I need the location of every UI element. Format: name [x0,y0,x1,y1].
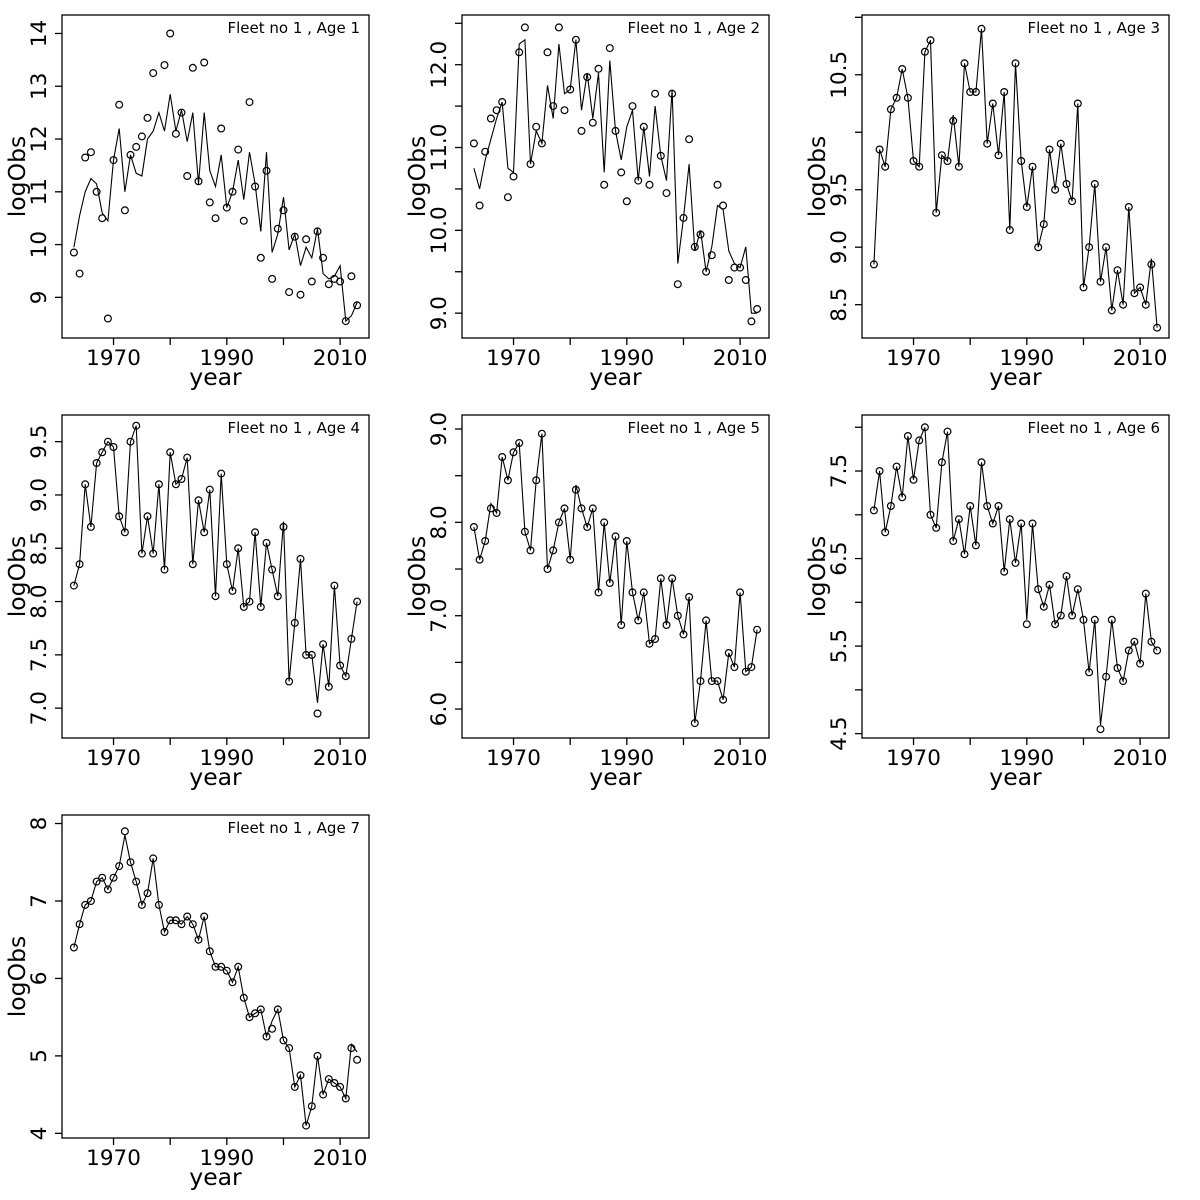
observation-marker [246,99,253,106]
observation-marker [235,146,242,153]
fit-line [74,426,357,703]
y-tick-label: 9.5 [827,172,852,207]
y-tick-label: 12 [27,125,52,153]
y-axis [827,427,862,750]
chart-cell-age-5 [400,400,800,800]
observation-points [71,30,361,324]
observation-marker [578,127,585,134]
x-axis-title: year [189,763,242,791]
y-tick-label: 8.5 [827,287,852,322]
y-tick-label: 13 [27,72,52,100]
observation-marker [1023,621,1030,628]
y-tick-label: 4 [27,1126,52,1141]
y-axis-title: logObs [803,535,831,618]
observation-marker [533,123,540,130]
observation-points [871,424,1161,733]
y-tick-label: 9 [27,290,52,305]
observation-marker [325,281,332,288]
observation-marker [218,125,225,132]
x-axis-title: year [589,363,642,391]
observation-marker [82,154,89,161]
y-axis-title: logObs [803,135,831,218]
y-tick-label: 7.0 [27,691,52,726]
x-axis-title: year [589,763,642,791]
x-tick-label: 1990 [599,746,655,771]
chart-cell-age-7 [0,800,400,1200]
y-tick-label: 7.5 [827,453,852,489]
observation-marker [510,173,517,180]
y-axis-title: logObs [3,535,31,618]
y-axis [27,425,62,726]
panel-title: Fleet no 1 , Age 2 [627,19,760,37]
x-axis-title: year [189,363,242,391]
x-tick-label: 1990 [999,746,1055,771]
observation-marker [297,291,304,298]
observation-marker [748,318,755,325]
observation-marker [354,1056,361,1063]
y-tick-label: 5 [27,1049,52,1063]
observation-marker [522,24,529,31]
observation-marker [161,62,168,69]
observation-marker [105,315,112,322]
y-tick-label: 10.0 [427,206,452,255]
x-tick-label: 2010 [1112,746,1168,771]
plot-frame [62,815,369,1138]
observation-marker [263,167,270,174]
observation-marker [618,169,625,176]
x-tick-label: 2010 [712,746,768,771]
plot-frame [862,415,1169,738]
observation-marker [589,119,596,126]
observation-marker [173,130,180,137]
panel-title: Fleet no 1 , Age 7 [227,819,360,837]
x-axis-title: year [989,763,1042,791]
chart-cell-age-3 [800,0,1200,400]
observation-marker [674,281,681,288]
y-tick-label: 6.5 [827,541,852,576]
y-tick-label: 9.5 [27,424,52,459]
y-axis [427,23,462,330]
panel-title: Fleet no 1 , Age 1 [227,19,360,37]
x-tick-label: 1970 [86,346,141,371]
x-tick-label: 2010 [712,346,768,371]
observation-marker [686,136,693,143]
observation-points [71,422,361,717]
y-tick-label: 10 [27,230,52,259]
observation-marker [71,249,78,256]
observation-marker [303,236,310,243]
observation-points [471,24,761,325]
y-tick-label: 11 [27,178,52,206]
observation-marker [606,45,613,52]
y-axis-title: logObs [3,135,31,218]
observation-marker [206,199,213,206]
observation-marker [269,276,276,283]
plot-svg-age-5 [400,400,800,800]
empty-cell [400,800,800,1200]
y-tick-label: 6 [27,971,52,986]
y-axis-title: logObs [403,535,431,618]
chart-cell-age-6 [800,400,1200,800]
x-axis-title: year [189,1163,242,1191]
observation-marker [314,710,321,717]
observation-marker [139,133,146,140]
y-tick-label: 8.5 [27,531,52,566]
empty-cell [800,800,1200,1200]
observation-marker [623,198,630,205]
observation-marker [308,278,315,285]
observation-marker [144,115,151,122]
x-tick-label: 2010 [1112,346,1168,371]
x-tick-label: 2010 [312,1146,368,1171]
fit-line [874,29,1157,328]
y-tick-label: 4.5 [827,716,852,751]
observation-marker [133,144,140,151]
x-tick-label: 1970 [86,1146,141,1171]
y-tick-label: 9.0 [427,411,452,447]
panel-title: Fleet no 1 , Age 4 [227,419,360,437]
observation-marker [240,217,247,224]
observation-marker [471,140,478,147]
observation-marker [663,190,670,197]
observation-marker [505,194,512,201]
x-tick-label: 1990 [199,1146,255,1171]
plot-frame [62,415,369,738]
y-tick-label: 7.5 [27,637,52,673]
plot-svg-age-6 [800,400,1200,800]
observation-marker [646,181,653,188]
observation-marker [116,101,123,108]
y-tick-label: 7 [27,894,52,908]
x-tick-label: 2010 [312,746,368,771]
observation-marker [184,173,191,180]
observation-marker [286,289,293,296]
observation-points [471,430,761,726]
observation-marker [544,49,551,56]
x-tick-label: 1970 [886,746,941,771]
y-tick-label: 8.0 [27,584,52,619]
observation-marker [488,115,495,122]
x-tick-label: 1970 [486,746,541,771]
y-tick-label: 9.0 [27,477,52,513]
y-tick-label: 8.0 [427,505,452,540]
panel-title: Fleet no 1 , Age 3 [1027,19,1160,37]
chart-cell-age-2 [400,0,800,400]
observation-marker [725,277,732,284]
observation-marker [754,306,761,313]
observation-marker [1097,726,1104,733]
observation-marker [476,202,483,209]
panel-title: Fleet no 1 , Age 6 [1027,419,1160,437]
plot-svg-age-7 [0,800,400,1200]
observation-marker [561,107,568,114]
chart-cell-age-1 [0,0,400,400]
observation-marker [201,59,208,66]
plot-svg-age-2 [400,0,800,400]
observation-marker [150,70,157,77]
panel-title: Fleet no 1 , Age 5 [627,419,760,437]
y-axis-title: logObs [403,135,431,218]
observation-marker [257,254,264,261]
observation-marker [601,181,608,188]
observation-marker [556,24,563,31]
y-tick-label: 5.5 [827,628,852,664]
x-tick-label: 1990 [199,746,255,771]
y-axis [27,20,62,304]
y-tick-label: 12.0 [427,40,452,89]
observation-marker [76,270,83,277]
y-tick-label: 9.0 [427,296,452,331]
observation-marker [167,30,174,37]
observation-marker [595,65,602,72]
plot-frame [62,15,369,338]
observation-marker [348,273,355,280]
fit-line [874,427,1157,725]
plot-svg-age-3 [800,0,1200,400]
y-axis [27,817,62,1141]
y-tick-label: 6.0 [427,691,452,727]
y-tick-label: 8 [27,816,52,831]
plot-frame [462,15,769,338]
x-tick-label: 1990 [599,346,655,371]
x-tick-label: 1990 [199,346,255,371]
y-axis [427,412,462,726]
fit-line [74,94,357,321]
y-axis-title: logObs [3,935,31,1018]
y-tick-label: 14 [27,19,52,48]
observation-marker [122,828,129,835]
x-tick-label: 1970 [486,346,541,371]
x-axis-title: year [989,363,1042,391]
y-axis [827,17,862,322]
observation-marker [122,207,129,214]
x-tick-label: 1990 [999,346,1055,371]
observation-marker [629,103,636,110]
plot-frame [462,415,769,738]
observation-marker [652,90,659,97]
chart-cell-age-4 [0,400,400,800]
plot-svg-age-1 [0,0,400,400]
observation-points [71,828,361,1129]
observation-marker [88,149,95,156]
y-tick-label: 10.5 [827,50,852,99]
observation-marker [189,64,196,71]
x-tick-label: 1970 [886,346,941,371]
y-tick-label: 11.0 [427,123,452,172]
x-tick-label: 1970 [86,746,141,771]
observation-marker [714,181,721,188]
plot-svg-age-4 [0,400,400,800]
y-tick-label: 9.0 [827,230,852,265]
x-tick-label: 2010 [312,346,368,371]
observation-marker [212,215,219,222]
y-tick-label: 7.0 [427,598,452,633]
